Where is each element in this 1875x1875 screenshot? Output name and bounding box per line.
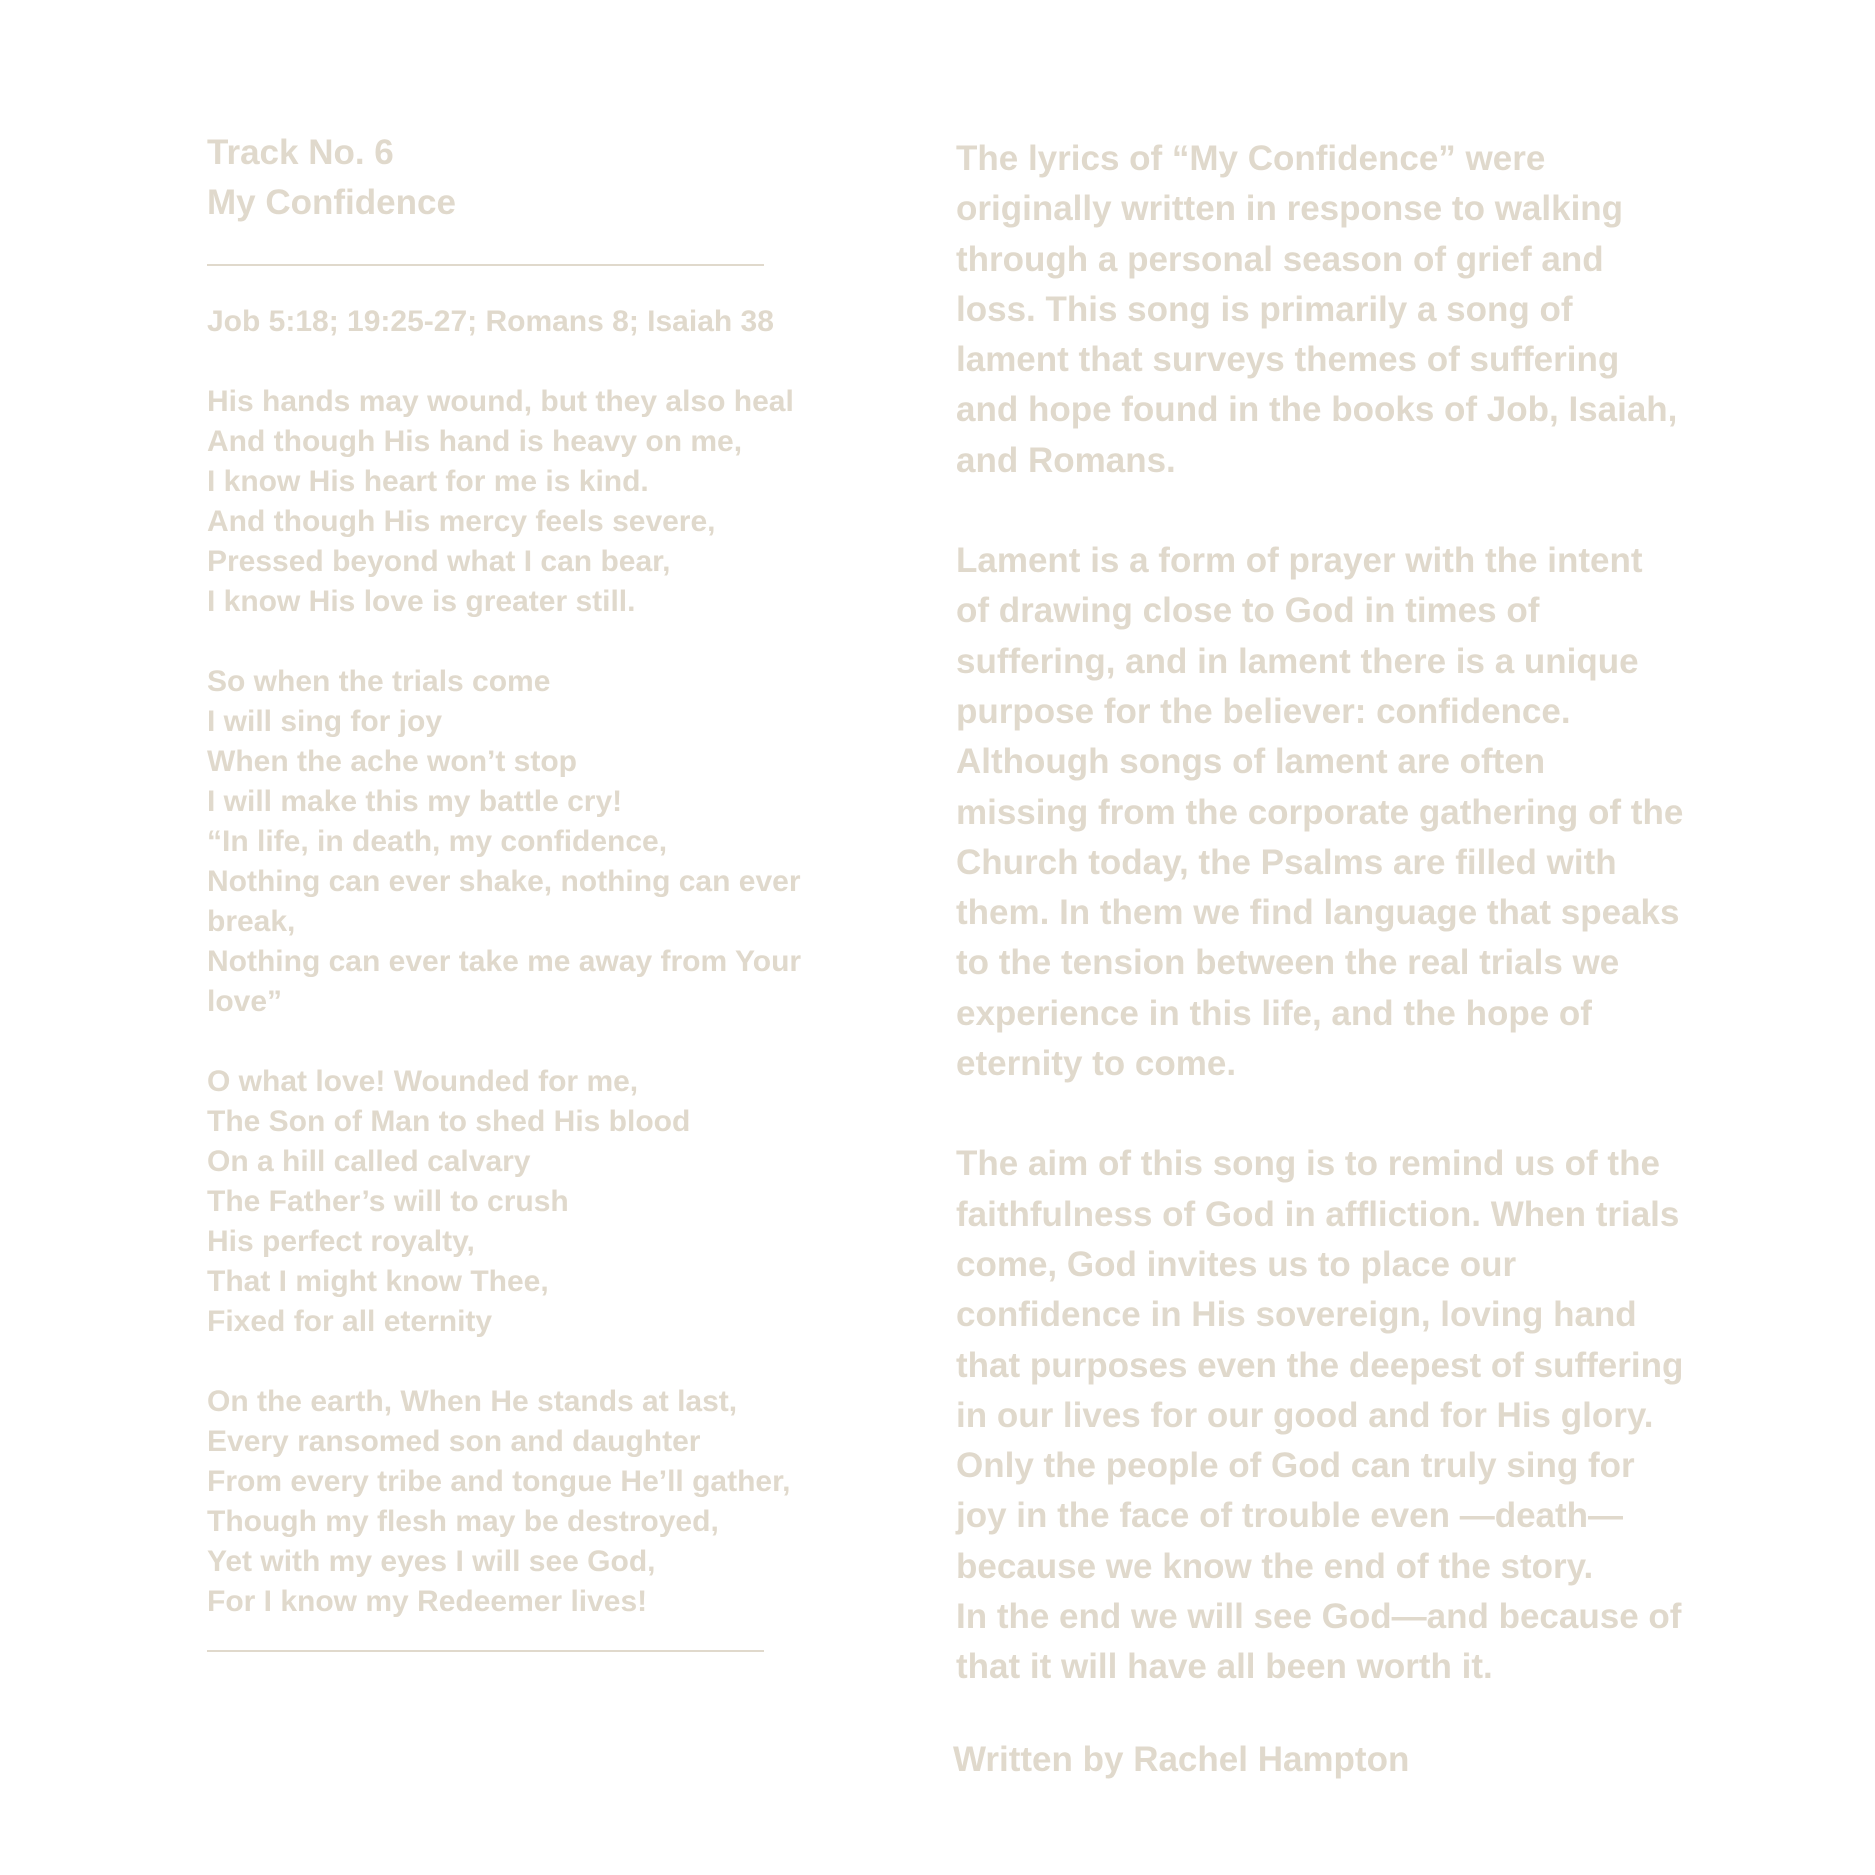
lyric-line: Yet with my eyes I will see God,	[207, 1545, 656, 1578]
paragraph-line: that it will have all been worth it.	[956, 1647, 1493, 1687]
chorus-stanza	[207, 662, 867, 1022]
paragraph-line: purpose for the believer: confidence.	[956, 691, 1571, 731]
paragraph-line: originally written in response to walking	[956, 189, 1624, 229]
paragraph-line: The lyrics of “My Confidence” were	[956, 139, 1546, 178]
lyric-line: And though His mercy feels severe,	[207, 505, 716, 538]
lyric-line: That I might know Thee,	[207, 1265, 549, 1298]
paragraph-line: because we know the end of the story.	[956, 1546, 1594, 1586]
track-title: My Confidence	[207, 183, 456, 222]
paragraph-line: confidence in His sovereign, loving hand	[956, 1295, 1637, 1335]
bottom-divider	[207, 1650, 764, 1652]
paragraph-line: that purposes even the deepest of suffering	[956, 1345, 1684, 1385]
top-divider	[207, 264, 764, 266]
paragraph-line: Church today, the Psalms are filled with	[956, 842, 1617, 882]
lyric-line: Nothing can ever take me away from Your love”	[207, 945, 802, 1018]
lyric-line: On a hill called calvary	[207, 1145, 531, 1178]
paragraph-line: lament that surveys themes of suffering	[956, 340, 1620, 380]
commentary-column	[953, 134, 1736, 1785]
paragraph-line: them. In them we find language that speaks	[956, 893, 1680, 933]
lyric-line: On the earth, When He stands at last,	[207, 1385, 738, 1418]
lyric-line: Fixed for all eternity	[207, 1305, 493, 1338]
paragraph-line: of drawing close to God in times of	[956, 591, 1540, 631]
lyric-line: Every ransomed son and daughter	[207, 1425, 701, 1458]
paragraph-line: The aim of this song is to remind us of the	[956, 1144, 1660, 1184]
paragraph-line: come, God invites us to place our	[956, 1244, 1517, 1284]
lyric-line: I will make this my battle cry!	[207, 785, 623, 818]
lyrics-stanza	[207, 382, 867, 622]
lyrics-stanza	[207, 1062, 867, 1342]
paragraph-line: joy in the face of trouble even —death—	[956, 1496, 1624, 1536]
lyric-line: For I know my Redeemer lives!	[207, 1585, 648, 1618]
lyric-line: His hands may wound, but they also heal	[207, 385, 794, 418]
lyrics-stanza	[207, 1382, 867, 1622]
scripture-references: Job 5:18; 19:25-27; Romans 8; Isaiah 38	[207, 305, 774, 338]
paragraph-line: Only the people of God can truly sing for	[956, 1446, 1635, 1486]
lyric-line: “In life, in death, my confidence,	[207, 825, 668, 858]
lyrics	[207, 382, 867, 1622]
lyric-line: I know His love is greater still.	[207, 585, 636, 618]
lyric-line: I know His heart for me is kind.	[207, 465, 649, 498]
paragraph-line: to the tension between the real trials we	[956, 943, 1620, 983]
paragraph-line: eternity to come.	[956, 1044, 1237, 1084]
lyric-line: So when the trials come	[207, 665, 551, 698]
author-byline: Written by Rachel Hampton	[953, 1739, 1410, 1779]
lyric-line: His perfect royalty,	[207, 1225, 475, 1258]
commentary-paragraph	[956, 536, 1736, 1089]
lyric-line: The Father’s will to crush	[207, 1185, 569, 1218]
lyric-line: When the ache won’t stop	[207, 745, 578, 778]
paragraph-line: and hope found in the books of Job, Isaiah,	[956, 390, 1678, 430]
paragraph-line: and Romans.	[956, 440, 1176, 480]
commentary-paragraph	[956, 1139, 1736, 1692]
paragraph-line: Lament is a form of prayer with the intent	[956, 541, 1643, 581]
paragraph-line: In the end we will see God—and because of	[956, 1597, 1682, 1637]
lyrics-column	[207, 128, 867, 1652]
lyric-line: Nothing can ever shake, nothing can ever break,	[207, 865, 801, 938]
paragraph-line: missing from the corporate gathering of the	[956, 792, 1684, 832]
track-number: Track No. 6	[207, 133, 394, 172]
lyric-line: Though my flesh may be destroyed,	[207, 1505, 719, 1538]
paragraph-line: suffering, and in lament there is a unique	[956, 641, 1639, 681]
lyric-line: The Son of Man to shed His blood	[207, 1105, 691, 1138]
commentary-paragraph	[956, 134, 1736, 486]
lyric-line: From every tribe and tongue He’ll gather,	[207, 1465, 791, 1498]
paragraph-line: in our lives for our good and for His glory.	[956, 1395, 1654, 1435]
paragraph-line: faithfulness of God in affliction. When trials	[956, 1194, 1680, 1234]
paragraph-line: through a personal season of grief and	[956, 239, 1604, 279]
lyric-line: I will sing for joy	[207, 705, 443, 738]
paragraph-line: Although songs of lament are often	[956, 742, 1546, 782]
lyric-line: O what love! Wounded for me,	[207, 1065, 639, 1098]
paragraph-line: loss. This song is primarily a song of	[956, 289, 1573, 329]
paragraph-line: experience in this life, and the hope of	[956, 993, 1592, 1033]
lyric-line: And though His hand is heavy on me,	[207, 425, 743, 458]
lyric-line: Pressed beyond what I can bear,	[207, 545, 671, 578]
